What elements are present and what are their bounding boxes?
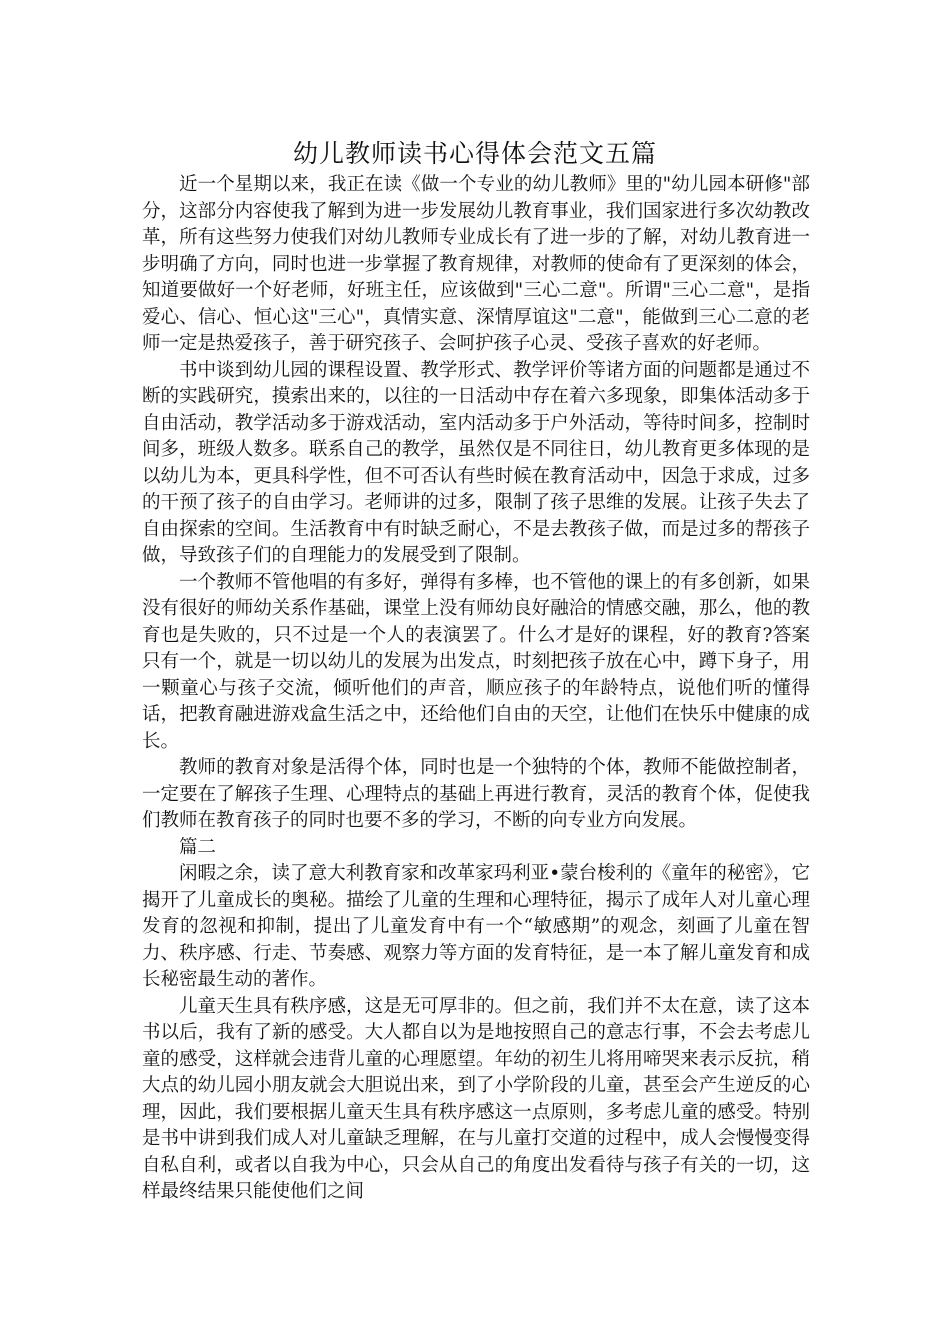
paragraph-6: 儿童天生具有秩序感，这是无可厚非的。但之前，我们并不太在意，读了这本书以后，我有了新的感受。大人都自以为是地按照自己的意志行事，不会去考虑儿童的感受，这样就会违背儿童的心理愿望。年幼的初生儿将用啼哭来表示反抗，稍大点的幼儿园小朋友就会大胆说出来，到了小学阶段的儿童，甚至会产生逆反的心理，因此，我们要根据儿童天生具有秩序感这一点原则，多考虑儿童的感受。特别是书中讲到我们成人对儿童缺乏理解，在与儿童打交道的过程中，成人会慢慢变得自私自利，或者以自我为中心，只会从自己的角度出发看待与孩子有关的一切，这样最终结果只能使他们之间 bbox=[142, 995, 810, 1202]
paragraph-5: 闲暇之余，读了意大利教育家和改革家玛利亚•蒙台梭利的《童年的秘密》，它揭开了儿童成长的奥秘。描绘了儿童的生理和心理特征，揭示了成年人对儿童心理发育的忽视和抑制，提出了儿童发育中有一个“敏感期”的观念，刻画了儿童在智力、秩序感、行走、节奏感、观察力等方面的发育特征，是一本了解儿童发育和成长秘密最生动的著作。 bbox=[142, 863, 810, 990]
document-title: 幼儿教师读书心得体会范文五篇 bbox=[292, 139, 657, 168]
paragraph-3: 一个教师不管他唱的有多好，弹得有多棒，也不管他的课上的有多创新，如果没有很好的师幼关系作基础，课堂上没有师幼良好融洽的情感交融，那么，他的教育也是失败的，只不过是一个人的表演罢了。什么才是好的课程，好的教育?答案只有一个，就是一切以幼儿的发展为出发点，时刻把孩子放在心中，蹲下身子，用一颗童心与孩子交流，倾听他们的声音，顺应孩子的年龄特点，说他们听的懂得话，把教育融进游戏盒生活之中，还给他们自由的天空，让他们在快乐中健康的成长。 bbox=[142, 571, 810, 752]
document-body bbox=[142, 172, 810, 1206]
paragraph-1: 近一个星期以来，我正在读《做一个专业的幼儿教师》里的"幼儿园本研修"部分，这部分内容使我了解到为进一步发展幼儿教育事业，我们国家进行多次幼教改革，所有这些努力使我们对幼儿教师专业成长有了进一步的了解，对幼儿教育进一步明确了方向，同时也进一步掌握了教育规律，对教师的使命有了更深刻的体会，知道要做好一个好老师，好班主任，应该做到"三心二意"。所谓"三心二意"，是指爱心、信心、恒心这"三心"，真情实意、深情厚谊这"二意"，能做到三心二意的老师一定是热爱孩子，善于研究孩子、会呵护孩子心灵、受孩子喜欢的好老师。 bbox=[142, 174, 810, 354]
section-heading-part-two: 篇二 bbox=[179, 836, 217, 858]
paragraph-2: 书中谈到幼儿园的课程设置、教学形式、教学评价等诸方面的问题都是通过不断的实践研究，摸索出来的，以往的一日活动中存在着六多现象，即集体活动多于自由活动，教学活动多于游戏活动，室内活动多于户外活动，等待时间多，控制时间多，班级人数多。联系自己的教学，虽然仅是不同往日，幼儿教育更多体现的是以幼儿为本，更具科学性，但不可否认有些时候在教育活动中，因急于求成，过多的干预了孩子的自由学习。老师讲的过多，限制了孩子思维的发展。让孩子失去了自由探索的空间。生活教育中有时缺乏耐心，不是去教孩子做，而是过多的帮孩子做，导致孩子们的自理能力的发展受到了限制。 bbox=[142, 359, 810, 566]
paragraph-4: 教师的教育对象是活得个体，同时也是一个独特的个体，教师不能做控制者，一定要在了解孩子生理、心理特点的基础上再进行教育，灵活的教育个体，促使我们教师在教育孩子的同时也要不多的学习，不断的向专业方向发展。 bbox=[142, 757, 810, 831]
